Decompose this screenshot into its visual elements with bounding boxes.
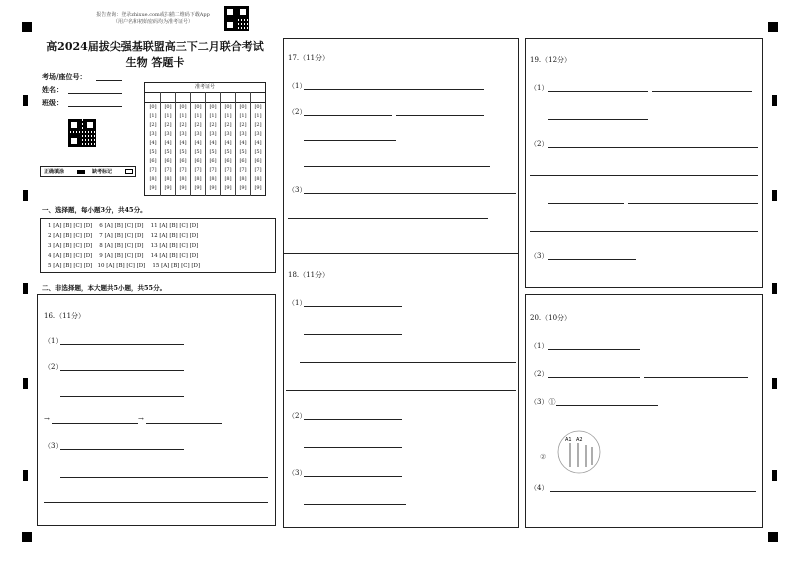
timing-mark (23, 283, 28, 294)
notice-line-1: 报告查询：登录zhixue.com或扫描二维码下载App (96, 12, 210, 18)
q16-part2: （2） (44, 363, 63, 371)
exam-digit-bubble[interactable]: [2] (239, 122, 247, 128)
notice-line-2: （用户名和初始密码均为准考证号） (112, 19, 193, 25)
answer-line[interactable] (548, 147, 758, 148)
alignment-mark (22, 532, 32, 542)
class-input-line[interactable] (68, 106, 122, 107)
exam-digit-bubble[interactable]: [5] (224, 149, 232, 155)
correct-fill-label: 正确填涂 (44, 169, 65, 175)
exam-digit-bubble[interactable]: [7] (164, 167, 172, 173)
exam-digit-bubble[interactable]: [6] (254, 158, 262, 164)
exam-digit-bubble[interactable]: [4] (164, 140, 172, 146)
q20-part2: （2） (530, 370, 549, 378)
seat-input-line[interactable] (96, 80, 122, 81)
q20-answer-box (525, 294, 763, 528)
choice-row[interactable]: 5 [A] [B] [C] [D] 10 [A] [B] [C] [D] 15 [A] [B] [C] [D] (48, 263, 201, 269)
answer-line[interactable] (60, 370, 184, 371)
exam-digit-bubble[interactable]: [4] (179, 140, 187, 146)
q17-part1: （1） (288, 82, 307, 90)
exam-digit-bubble[interactable]: [7] (239, 167, 247, 173)
title-line-2: 生物 答题卡 (125, 56, 185, 69)
q19-answer-box (525, 38, 763, 288)
q20-part3: （3）① (530, 398, 556, 406)
exam-digit-bubble[interactable]: [2] (209, 122, 217, 128)
exam-digit-bubble[interactable]: [4] (209, 140, 217, 146)
q20-part1: （1） (530, 342, 549, 350)
exam-digit-bubble[interactable]: [3] (254, 131, 262, 137)
q20-part4: （4） (530, 484, 549, 492)
exam-digit-bubble[interactable]: [0] (149, 104, 157, 110)
exam-title (40, 38, 270, 70)
q17-part3: （3） (288, 186, 307, 194)
q17-title: 17.（11分） (288, 54, 330, 62)
correct-fill-sample (77, 170, 85, 174)
answer-line[interactable] (396, 115, 484, 116)
q18-title: 18.（11分） (288, 271, 330, 279)
name-input-line[interactable] (68, 93, 122, 94)
choice-answer-box (40, 218, 276, 273)
answer-line[interactable] (304, 419, 402, 420)
arrow-symbol: → (138, 415, 144, 423)
exam-digit-bubble[interactable]: [9] (164, 185, 172, 191)
exam-digit-bubble[interactable]: [0] (209, 104, 217, 110)
answer-line[interactable] (44, 502, 268, 503)
answer-line[interactable] (530, 175, 758, 176)
alignment-mark (768, 532, 778, 542)
timing-mark (23, 378, 28, 389)
exam-digit-bubble[interactable]: [4] (149, 140, 157, 146)
q16-title: 16.（11分） (44, 312, 86, 320)
cell-diagram (556, 429, 602, 475)
timing-mark (772, 283, 777, 294)
absent-mark-box[interactable] (125, 169, 133, 174)
exam-digit-bubble[interactable]: [8] (224, 176, 232, 182)
exam-digit-bubble[interactable]: [1] (254, 113, 262, 119)
exam-digit-bubble[interactable]: [0] (239, 104, 247, 110)
q19-part1: （1） (530, 84, 549, 92)
choice-row[interactable]: 4 [A] [B] [C] [D] 9 [A] [B] [C] [D] 14 [A] [B] [C] [D] (48, 253, 199, 259)
exam-digit-bubble[interactable]: [3] (194, 131, 202, 137)
timing-mark (772, 470, 777, 481)
exam-digit-bubble[interactable]: [4] (224, 140, 232, 146)
exam-digit-bubble[interactable]: [2] (149, 122, 157, 128)
exam-digit-bubble[interactable]: [9] (179, 185, 187, 191)
q19-part2: （2） (530, 140, 549, 148)
q16-answer-box (37, 294, 276, 526)
timing-mark (772, 378, 777, 389)
q19-part3: （3） (530, 252, 549, 260)
choice-row[interactable]: 3 [A] [B] [C] [D] 8 [A] [B] [C] [D] 13 [A] [B] [C] [D] (48, 243, 199, 249)
name-label: 姓名： (42, 85, 63, 94)
exam-digit-bubble[interactable]: [4] (194, 140, 202, 146)
answer-line[interactable] (548, 203, 624, 204)
exam-digit-bubble[interactable]: [9] (194, 185, 202, 191)
exam-digit-bubble[interactable]: [1] (239, 113, 247, 119)
q18-part2: （2） (288, 412, 307, 420)
exam-digit-bubble[interactable]: [1] (179, 113, 187, 119)
q20-title: 20.（10分） (530, 314, 572, 322)
exam-digit-bubble[interactable]: [0] (164, 104, 172, 110)
answer-line[interactable] (652, 91, 752, 92)
alignment-mark (22, 22, 32, 32)
exam-digit-bubble[interactable]: [3] (239, 131, 247, 137)
exam-digit-bubble[interactable]: [1] (194, 113, 202, 119)
exam-digit-bubble[interactable]: [6] (239, 158, 247, 164)
answer-line[interactable] (304, 89, 484, 90)
exam-digit-bubble[interactable]: [9] (149, 185, 157, 191)
answer-line[interactable] (60, 344, 184, 345)
answer-line[interactable] (304, 476, 402, 477)
exam-digit-bubble[interactable]: [2] (179, 122, 187, 128)
exam-digit-bubble[interactable]: [7] (149, 167, 157, 173)
fig-label-a2: A2 (576, 437, 583, 443)
exam-digit-bubble[interactable]: [3] (164, 131, 172, 137)
exam-digit-bubble[interactable]: [5] (149, 149, 157, 155)
exam-digit-bubble[interactable]: [8] (209, 176, 217, 182)
answer-line[interactable] (304, 504, 406, 505)
answer-line[interactable] (644, 377, 748, 378)
exam-digit-bubble[interactable]: [3] (224, 131, 232, 137)
exam-digit-bubble[interactable]: [5] (179, 149, 187, 155)
answer-line[interactable] (288, 218, 488, 219)
q18-answer-box (283, 253, 519, 528)
download-qr-code (224, 6, 249, 31)
choice-row[interactable]: 2 [A] [B] [C] [D] 7 [A] [B] [C] [D] 12 [A] [B] [C] [D] (48, 233, 199, 239)
exam-digit-bubble[interactable]: [0] (224, 104, 232, 110)
exam-digit-bubble[interactable]: [1] (209, 113, 217, 119)
student-qr-code (68, 119, 96, 147)
exam-digit-bubble[interactable]: [7] (209, 167, 217, 173)
timing-mark (23, 95, 28, 106)
answer-line[interactable] (548, 349, 640, 350)
exam-digit-bubble[interactable]: [8] (164, 176, 172, 182)
exam-digit-bubble[interactable]: [8] (194, 176, 202, 182)
answer-line[interactable] (60, 396, 184, 397)
exam-digit-bubble[interactable]: [7] (179, 167, 187, 173)
exam-digit-bubble[interactable]: [2] (254, 122, 262, 128)
exam-digit-bubble[interactable]: [5] (194, 149, 202, 155)
exam-digit-bubble[interactable]: [8] (239, 176, 247, 182)
alignment-mark (768, 22, 778, 32)
exam-digit-bubble[interactable]: [5] (239, 149, 247, 155)
exam-digit-bubble[interactable]: [7] (254, 167, 262, 173)
exam-number-header: 准考证号 (194, 84, 215, 90)
exam-digit-bubble[interactable]: [1] (224, 113, 232, 119)
q17-part2: （2） (288, 108, 307, 116)
exam-digit-bubble[interactable]: [3] (149, 131, 157, 137)
answer-line[interactable] (548, 259, 636, 260)
q18-part1: （1） (288, 299, 307, 307)
answer-line[interactable] (60, 477, 268, 478)
timing-mark (23, 470, 28, 481)
answer-line[interactable] (304, 306, 402, 307)
exam-digit-bubble[interactable]: [0] (194, 104, 202, 110)
exam-digit-bubble[interactable]: [0] (254, 104, 262, 110)
answer-line[interactable] (628, 203, 758, 204)
exam-digit-bubble[interactable]: [6] (224, 158, 232, 164)
answer-line[interactable] (146, 423, 222, 424)
answer-line[interactable] (530, 231, 758, 232)
exam-digit-bubble[interactable]: [8] (179, 176, 187, 182)
exam-digit-bubble[interactable]: [6] (194, 158, 202, 164)
answer-line[interactable] (304, 334, 402, 335)
class-label: 班级： (42, 98, 63, 107)
timing-mark (772, 95, 777, 106)
exam-digit-bubble[interactable]: [3] (179, 131, 187, 137)
section1-title: 一、选择题，每小题3分，共45分。 (42, 206, 147, 214)
answer-line[interactable] (52, 423, 138, 424)
exam-digit-bubble[interactable]: [7] (194, 167, 202, 173)
report-notice (78, 12, 228, 26)
exam-digit-bubble[interactable]: [1] (149, 113, 157, 119)
section2-title: 二、非选择题，本大题共5小题，共55分。 (42, 284, 167, 292)
title-line-1: 高2024届拔尖强基联盟高三下二月联合考试 (46, 40, 264, 53)
answer-line[interactable] (304, 115, 392, 116)
exam-digit-bubble[interactable]: [2] (224, 122, 232, 128)
absent-mark-label: 缺考标记 (92, 169, 113, 175)
answer-line[interactable] (304, 166, 490, 167)
answer-line[interactable] (548, 91, 648, 92)
exam-digit-bubble[interactable]: [9] (254, 185, 262, 191)
exam-digit-bubble[interactable]: [5] (164, 149, 172, 155)
timing-mark (772, 190, 777, 201)
answer-line[interactable] (548, 119, 648, 120)
answer-line[interactable] (556, 405, 658, 406)
answer-line[interactable] (304, 193, 516, 194)
answer-line[interactable] (304, 140, 396, 141)
fig-label-a1: A1 (565, 437, 572, 443)
exam-digit-bubble[interactable]: [6] (164, 158, 172, 164)
exam-digit-bubble[interactable]: [0] (179, 104, 187, 110)
answer-line[interactable] (60, 449, 184, 450)
q18-part3: （3） (288, 469, 307, 477)
q19-title: 19.（12分） (530, 56, 572, 64)
answer-line[interactable] (286, 390, 516, 391)
exam-digit-bubble[interactable]: [7] (224, 167, 232, 173)
answer-line[interactable] (300, 362, 516, 363)
exam-digit-bubble[interactable]: [8] (149, 176, 157, 182)
choice-row[interactable]: 1 [A] [B] [C] [D] 6 [A] [B] [C] [D] 11 [A] [B] [C] [D] (48, 223, 199, 229)
q16-part3: （3） (44, 442, 63, 450)
exam-digit-bubble[interactable]: [5] (254, 149, 262, 155)
exam-digit-bubble[interactable]: [9] (224, 185, 232, 191)
exam-digit-bubble[interactable]: [1] (164, 113, 172, 119)
answer-line[interactable] (550, 491, 756, 492)
q16-part1: （1） (44, 337, 63, 345)
exam-digit-bubble[interactable]: [6] (179, 158, 187, 164)
arrow-symbol: → (44, 415, 50, 423)
exam-digit-bubble[interactable]: [6] (209, 158, 217, 164)
exam-digit-bubble[interactable]: [3] (209, 131, 217, 137)
exam-digit-bubble[interactable]: [9] (239, 185, 247, 191)
q17-answer-box (283, 38, 519, 254)
exam-digit-bubble[interactable]: [2] (194, 122, 202, 128)
exam-digit-bubble[interactable]: [6] (149, 158, 157, 164)
exam-digit-bubble[interactable]: [4] (239, 140, 247, 146)
q20-part3b: ② (540, 453, 547, 461)
exam-digit-bubble[interactable]: [4] (254, 140, 262, 146)
exam-digit-bubble[interactable]: [8] (254, 176, 262, 182)
exam-digit-bubble[interactable]: [5] (209, 149, 217, 155)
timing-mark (23, 190, 28, 201)
fill-guide (40, 166, 136, 177)
answer-line[interactable] (304, 447, 402, 448)
answer-line[interactable] (548, 377, 640, 378)
exam-digit-bubble[interactable]: [2] (164, 122, 172, 128)
seat-label: 考场/座位号： (42, 72, 87, 81)
exam-number-grid (144, 82, 266, 196)
exam-digit-bubble[interactable]: [9] (209, 185, 217, 191)
